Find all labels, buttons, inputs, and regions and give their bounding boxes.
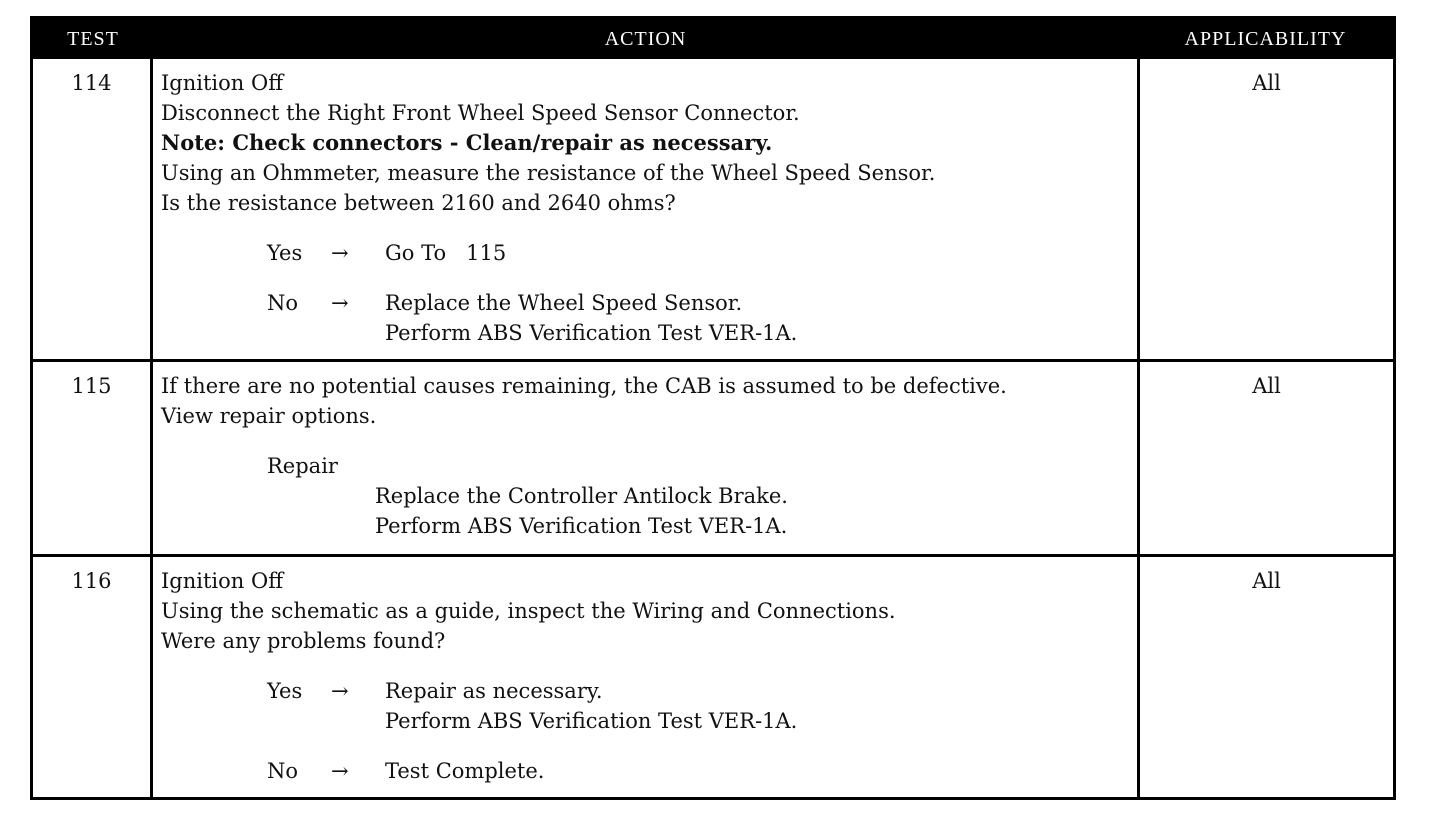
branch-no <box>161 288 1137 348</box>
action-line: Using an Ohmmeter, measure the resistance of the Wheel Speed Sensor. <box>161 161 936 185</box>
branch-yes <box>161 676 1137 736</box>
test-number: 115 <box>33 362 153 554</box>
test-number: 114 <box>33 59 153 363</box>
action-line: Ignition Off <box>161 569 284 593</box>
question-line: Is the resistance between 2160 and 2640 ohms? <box>161 191 676 215</box>
applicability-value: All <box>1252 374 1281 398</box>
table-header <box>33 19 1393 59</box>
applicability-value: All <box>1252 569 1281 593</box>
branch-label: No <box>267 759 299 783</box>
action-cell <box>153 59 1140 363</box>
action-line: Disconnect the Right Front Wheel Speed Sensor Connector. <box>161 101 800 125</box>
branch-text <box>385 676 797 736</box>
branch-label: Yes <box>267 241 303 265</box>
branch-no <box>161 756 1137 786</box>
repair-text-line: Perform ABS Verification Test VER-1A. <box>375 514 788 538</box>
header-test: TEST <box>67 27 119 50</box>
arrow-icon: → <box>331 679 349 703</box>
action-line: Ignition Off <box>161 71 284 95</box>
repair-block <box>161 451 1137 541</box>
test-number: 116 <box>33 557 153 797</box>
action-line: View repair options. <box>161 404 377 428</box>
question-line: Were any problems found? <box>161 629 446 653</box>
branch-text-line: Perform ABS Verification Test VER-1A. <box>385 709 798 733</box>
action-line: If there are no potential causes remaining, the CAB is assumed to be defective. <box>161 374 1007 398</box>
branch-text <box>385 288 797 348</box>
applicability-value: All <box>1252 71 1281 95</box>
arrow-icon: → <box>331 759 349 783</box>
repair-text-line: Replace the Controller Antilock Brake. <box>375 484 788 508</box>
repair-label: Repair <box>267 454 338 478</box>
action-cell <box>153 557 1140 797</box>
branch-text <box>385 756 544 786</box>
note-line: Note: Check connectors - Clean/repair as necessary. <box>161 130 773 155</box>
table-row-116 <box>33 554 1393 797</box>
arrow-icon: → <box>331 291 349 315</box>
branch-label: Yes <box>267 679 303 703</box>
branch-text-line: Go To 115 <box>385 241 507 265</box>
branch-list <box>161 238 1137 348</box>
header-applicability: APPLICABILITY <box>1184 27 1347 50</box>
branch-text <box>385 238 506 268</box>
table-row-114 <box>33 59 1393 363</box>
action-line: Using the schematic as a guide, inspect the Wiring and Connections. <box>161 599 896 623</box>
branch-list <box>161 676 1137 786</box>
header-action: ACTION <box>604 27 687 50</box>
branch-label: No <box>267 291 299 315</box>
branch-text-line: Test Complete. <box>385 759 545 783</box>
branch-yes <box>161 238 1137 268</box>
branch-text-line: Replace the Wheel Speed Sensor. <box>385 291 743 315</box>
diagnostic-table <box>30 16 1396 800</box>
action-cell <box>153 362 1140 554</box>
branch-text-line: Repair as necessary. <box>385 679 603 703</box>
table-row-115 <box>33 359 1393 554</box>
repair-text <box>375 481 1137 541</box>
arrow-icon: → <box>331 241 349 265</box>
branch-text-line: Perform ABS Verification Test VER-1A. <box>385 321 798 345</box>
